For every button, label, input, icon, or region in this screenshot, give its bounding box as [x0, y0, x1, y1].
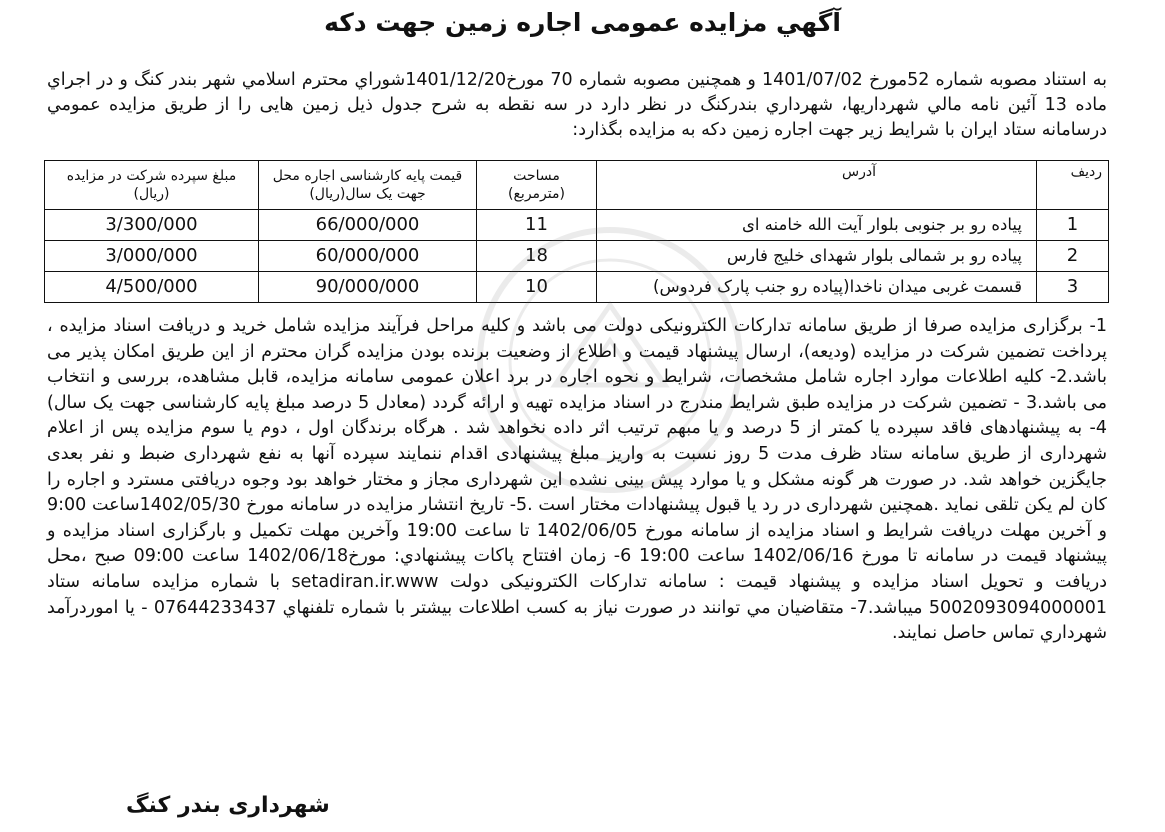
- row-deposit: 3/000/000: [45, 241, 259, 272]
- header-address: آدرس: [597, 161, 1037, 210]
- row-base-price: 90/000/000: [259, 272, 477, 303]
- row-deposit: 4/500/000: [45, 272, 259, 303]
- lots-table: [44, 160, 1109, 303]
- conditions-paragraph: 1- برگزاری مزایده صرفا از طریق سامانه تدارکات الکترونیکی دولت می باشد و کلیه مراحل فرآیند مزایده شامل خرید و دریافت اسناد مزایده ، پرداخت تضمین شرکت در مزایده (ودیعه)، ارسال پیشنهاد قیمت و اطلاع از وضعیت برنده بودن مزایده گران محترم از این طریق امکان پذیر می باشد.2- کلیه اطلاعات موارد اجاره شامل مشخصات، شرایط و نحوه اجاره در برد اعلان عمومی سامانه مزایده، قابل مشاهده، بررسی و انتخاب می باشد.3 - تضمین شرکت در مزایده طبق شرایط مندرج در اسناد مزایده تهیه و ارائه گردد (معادل 5 درصد مبلغ پایه کارشناسی جهت یک سال) 4- به پیشنهادهای فاقد سپرده یا کمتر از 5 درصد و یا مبهم ترتیب اثر داده نخواهد شد . هرگاه برندگان اول ، دوم یا سوم مزایده پس از اعلام شهرداری از طریق سامانه ستاد ظرف مدت 5 روز نسبت به واریز مبلغ پیشنهادی اقدام ننمایند سپرده آنها به نفع شهرداری ضبط و نفر بعدی جایگزین خواهد شد. در صورت هر گونه مشکل و یا موارد پیش بینی نشده این شهرداری مجاز و مختار خواهد بود وجوه دریافتی مسترد و اجاره را کان لم یکن تلقی نماید .همچنین شهرداری در رد یا قبول پیشنهادات مختار است .5- تاریخ انتشار مزایده در سامانه مورخ 1402/05/30ساعت 9:00 و آخرین مهلت دریافت شرایط و اسناد مزایده از سامانه مورخ 1402/06/05 تا ساعت 19:00 وآخرین مهلت تکمیل و بارگزاری اسناد مزایده و پیشنهاد قیمت در سامانه تا مورخ 1402/06/16 ساعت 19:00 6- زمان افتتاح پاکات پیشنهادي: مورخ1402/06/18 ساعت 09:00 صبح ،محل دریافت و تحویل اسناد مزایده و پیشنهاد قیمت : سامانه تدارکات الکترونیکی دولت setadiran.ir.www با شماره مزایده سامانه ستاد 5002093094000001 میباشد.7- متقاضيان مي توانند در صورت نیاز به کسب اطلاعات بیشتر با شماره تلفنهاي 07644233437 - یا امورد‌رآمد شهرداري تماس حاصل نمايند.: [47, 316, 1108, 644]
- row-area: 18: [477, 241, 597, 272]
- row-radif: 1: [1037, 210, 1109, 241]
- table-row: [45, 241, 1109, 272]
- intro-paragraph: به استناد مصوبه شماره 52مورخ 1401/07/02 و همچنین مصوبه شماره 70 مورخ1401/12/20شوراي محترم اسلامي شهر بندر کنگ و در اجراي ماده 13 آئين نامه مالي شهرداريها، شهرداري بندرکنگ در نظر دارد در سه نقطه به شرح جدول ذیل زمین هایی را از طریق مزايده عمومي درسامانه ستاد ایران با شرایط زیر جهت اجاره زمین دکه به مزایده بگذارد:: [47, 70, 1108, 140]
- row-address: قسمت غربی میدان ناخدا(پیاده رو جنب پارک فردوس): [597, 272, 1037, 303]
- row-radif: 2: [1037, 241, 1109, 272]
- header-area: مساحت (مترمربع): [477, 161, 597, 210]
- row-area: 10: [477, 272, 597, 303]
- row-address: پیاده رو بر جنوبی بلوار آیت الله خامنه ای: [597, 210, 1037, 241]
- header-base-price: قیمت پایه کارشناسی اجاره محل جهت یک سال(ریال): [259, 161, 477, 210]
- header-deposit: مبلغ سپرده شرکت در مزایده (ریال): [45, 161, 259, 210]
- table-row: [45, 272, 1109, 303]
- table-header-row: [45, 161, 1109, 210]
- notice-title: آگهي مزايده عمومی اجاره زمین جهت دکه: [324, 8, 841, 37]
- row-base-price: 66/000/000: [259, 210, 477, 241]
- row-address: پیاده رو بر شمالی بلوار شهدای خلیج فارس: [597, 241, 1037, 272]
- signature: شهرداری بندر کنگ: [126, 793, 330, 818]
- row-area: 11: [477, 210, 597, 241]
- row-deposit: 3/300/000: [45, 210, 259, 241]
- header-radif: ردیف: [1037, 161, 1109, 210]
- row-radif: 3: [1037, 272, 1109, 303]
- row-base-price: 60/000/000: [259, 241, 477, 272]
- table-row: [45, 210, 1109, 241]
